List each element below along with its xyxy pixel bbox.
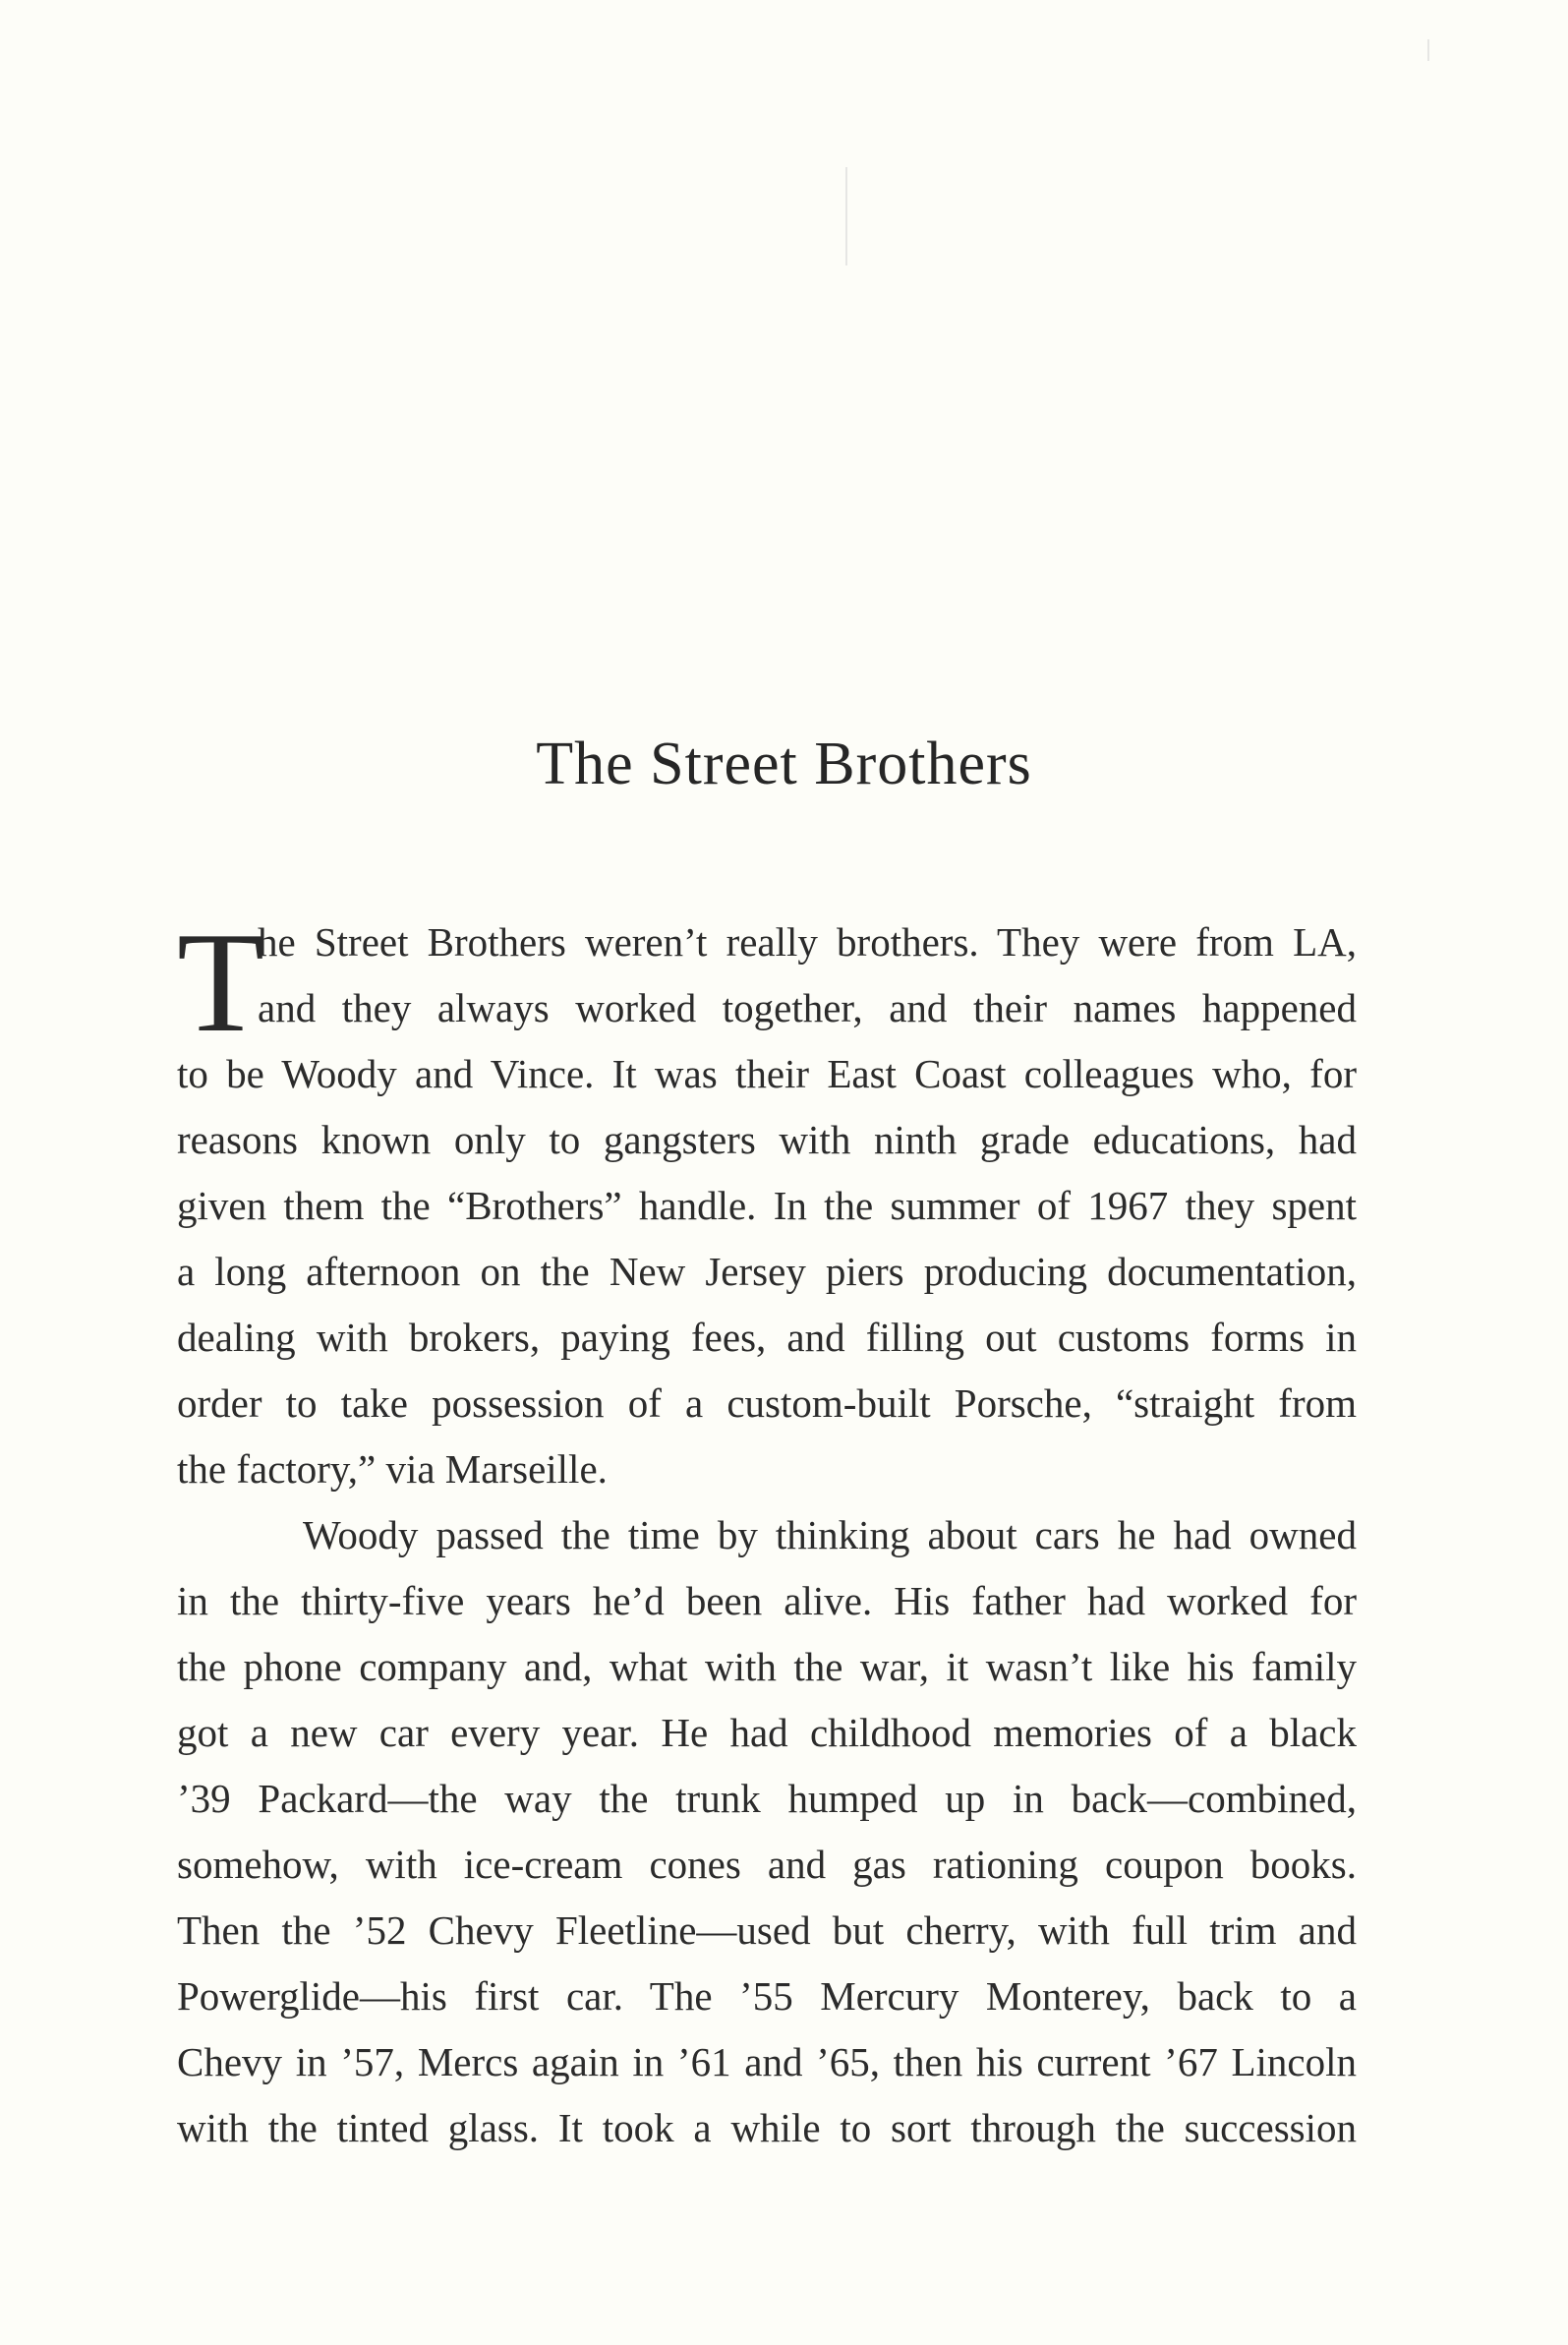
text-line: Woody passed the time by thinking about cars he had owned (303, 1512, 1357, 1557)
text-line: in the thirty-five years he’d been alive. His father had worked for (177, 1578, 1357, 1623)
chapter-title: The Street Brothers (536, 730, 1032, 797)
text-line: the factory,” via Marseille. (177, 1446, 608, 1492)
body-text (177, 903, 1357, 2161)
text-line: the phone company and, what with the war, it wasn’t like his family (177, 1644, 1357, 1689)
text-line: Chevy in ’57, Mercs again in ’61 and ’65, then his current ’67 Lincoln (177, 2039, 1357, 2084)
text-line: Powerglide—his first car. The ’55 Mercury Monterey, back to a (177, 1973, 1357, 2019)
text-line: ’39 Packard—the way the trunk humped up in back—combined, (177, 1776, 1357, 1821)
scan-mark (845, 167, 847, 265)
text-line: he Street Brothers weren’t really brothers. They were from LA, (258, 919, 1357, 965)
text-line: to be Woody and Vince. It was their East Coast colleagues who, for (177, 1051, 1357, 1096)
text-line: with the tinted glass. It took a while to sort through the succession (177, 2105, 1357, 2150)
text-line: somehow, with ice-cream cones and gas rationing coupon books. (177, 1842, 1357, 1887)
text-line: got a new car every year. He had childhood memories of a black (177, 1710, 1357, 1755)
text-line: given them the “Brothers” handle. In the summer of 1967 they spent (177, 1183, 1357, 1228)
text-line: dealing with brokers, paying fees, and filling out customs forms in (177, 1315, 1357, 1360)
text-line: reasons known only to gangsters with ninth grade educations, had (177, 1117, 1357, 1162)
scan-mark (1427, 39, 1429, 61)
text-line: order to take possession of a custom-built Porsche, “straight from (177, 1380, 1357, 1426)
drop-cap: T (177, 903, 265, 1062)
text-line: and they always worked together, and their names happened (258, 985, 1357, 1030)
text-line: Then the ’52 Chevy Fleetline—used but cherry, with full trim and (177, 1907, 1357, 1953)
text-line: a long afternoon on the New Jersey piers producing documentation, (177, 1249, 1357, 1294)
